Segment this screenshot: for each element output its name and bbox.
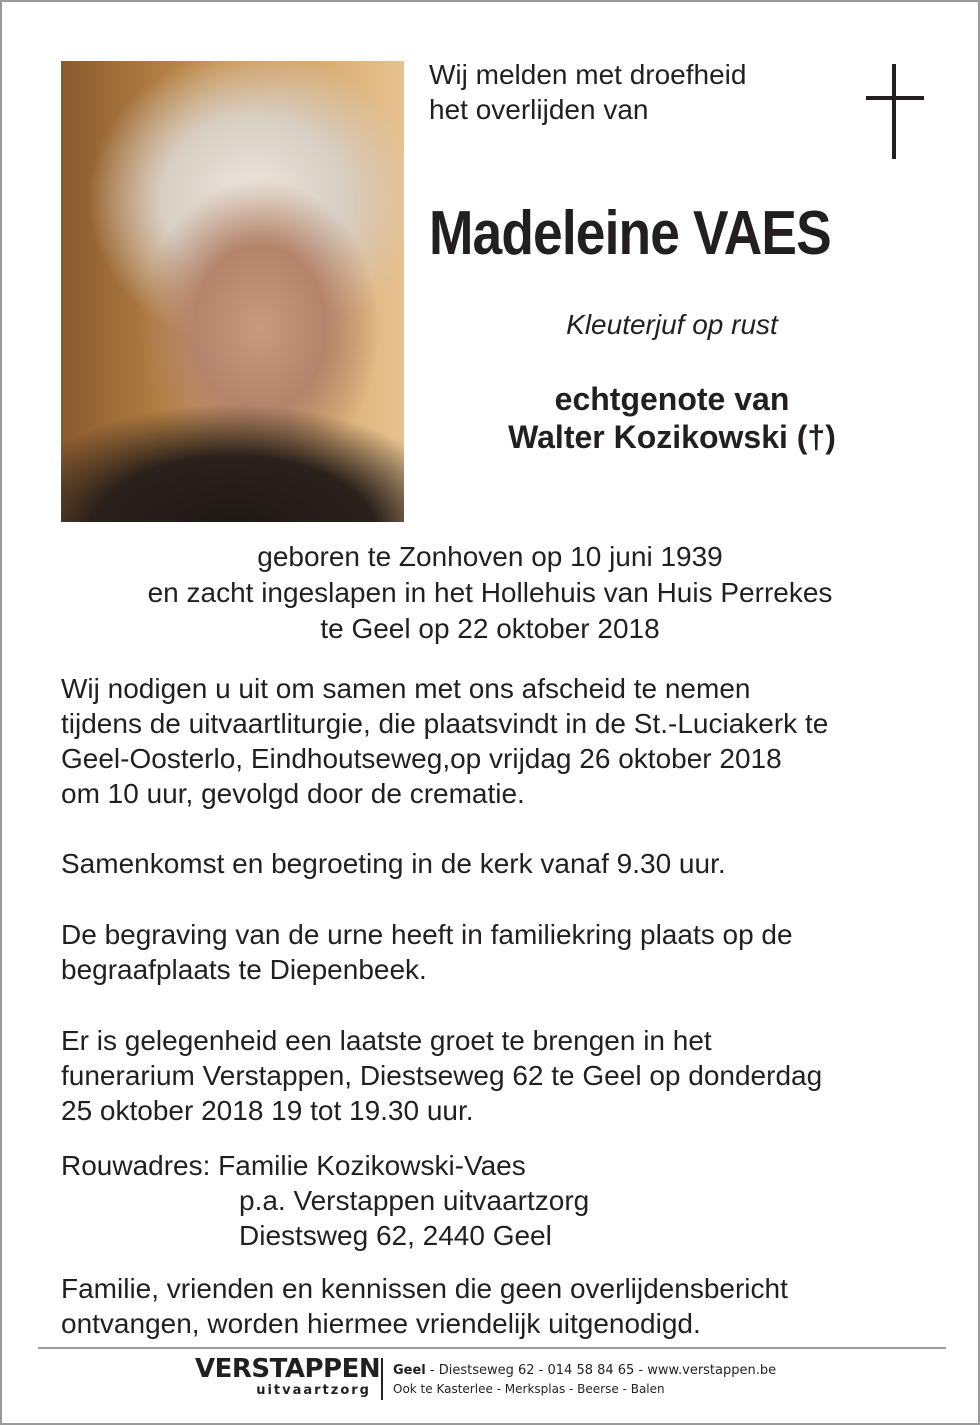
ceremony-line: om 10 uur, gevolgd door de crematie. bbox=[61, 778, 525, 809]
ceremony-paragraph bbox=[61, 671, 961, 811]
closing-line: Familie, vrienden en kennissen die geen overlijdensbericht bbox=[61, 1273, 788, 1304]
birth-line-1: geboren te Zonhoven op 10 juni 1939 bbox=[257, 541, 723, 572]
contact-location: Geel bbox=[393, 1363, 426, 1378]
contact-line bbox=[393, 1361, 776, 1380]
birth-line-3: te Geel op 22 oktober 2018 bbox=[320, 613, 660, 644]
ceremony-line: tijdens de uitvaartliturgie, die plaatsvindt in de St.-Luciakerk te bbox=[61, 708, 829, 739]
spouse-info bbox=[422, 380, 922, 456]
visitation-line: funerarium Verstappen, Diestseweg 62 te Geel op donderdag bbox=[61, 1060, 823, 1091]
announcement-intro bbox=[429, 57, 746, 127]
birth-line-2: en zacht ingeslapen in het Hollehuis van Huis Perrekes bbox=[147, 577, 833, 608]
intro-line-1: Wij melden met droefheid bbox=[429, 59, 747, 90]
closing-line: ontvangen, worden hiermee vriendelijk uitgenodigd. bbox=[61, 1308, 701, 1339]
deceased-profession: Kleuterjuf op rust bbox=[566, 309, 778, 340]
logo-subtitle: uitvaartzorg bbox=[256, 1383, 371, 1398]
ceremony-line: Wij nodigen u uit om samen met ons afscheid te nemen bbox=[61, 673, 751, 704]
logo-separator bbox=[381, 1358, 383, 1400]
cross-icon bbox=[866, 64, 924, 159]
contact-branches: Ook te Kasterlee - Merksplas - Beerse - Balen bbox=[393, 1382, 665, 1396]
gathering-paragraph: Samenkomst en begroeting in de kerk vanaf 9.30 uur. bbox=[61, 848, 726, 879]
spouse-line-1: echtgenote van bbox=[554, 381, 790, 417]
spouse-line-2: Walter Kozikowski (†) bbox=[508, 419, 836, 455]
deceased-name: Madeleine VAES bbox=[429, 199, 831, 268]
cross-vertical-bar bbox=[892, 64, 896, 159]
visitation-paragraph bbox=[61, 1023, 961, 1128]
verstappen-logo bbox=[195, 1354, 381, 1404]
visitation-line: Er is gelegenheid een laatste groet te brengen in het bbox=[61, 1025, 712, 1056]
intro-line-2: het overlijden van bbox=[429, 94, 649, 125]
closing-paragraph bbox=[61, 1271, 961, 1341]
burial-line: De begraving van de urne heeft in familiekring plaats op de bbox=[61, 919, 793, 950]
portrait-photo bbox=[61, 61, 404, 522]
address-line-2: p.a. Verstappen uitvaartzorg bbox=[239, 1185, 590, 1216]
portrait-clothing bbox=[61, 402, 404, 522]
address-label: Rouwadres: Familie Kozikowski-Vaes bbox=[61, 1150, 526, 1181]
mourning-address bbox=[61, 1148, 589, 1253]
birth-death-info bbox=[2, 539, 978, 647]
contact-details: - Diestseweg 62 - 014 58 84 65 - www.verstappen.be bbox=[425, 1363, 777, 1378]
address-line-3: Diestsweg 62, 2440 Geel bbox=[239, 1220, 552, 1251]
visitation-line: 25 oktober 2018 19 tot 19.30 uur. bbox=[61, 1095, 474, 1126]
ceremony-line: Geel-Oosterlo, Eindhoutseweg,op vrijdag 26 oktober 2018 bbox=[61, 743, 782, 774]
burial-paragraph bbox=[61, 917, 961, 987]
burial-line: begraafplaats te Diepenbeek. bbox=[61, 954, 427, 985]
footer-contact bbox=[393, 1361, 776, 1399]
logo-brand: VERSTAPPEN bbox=[195, 1354, 381, 1384]
cross-horizontal-bar bbox=[866, 96, 924, 100]
footer-divider bbox=[38, 1347, 946, 1349]
